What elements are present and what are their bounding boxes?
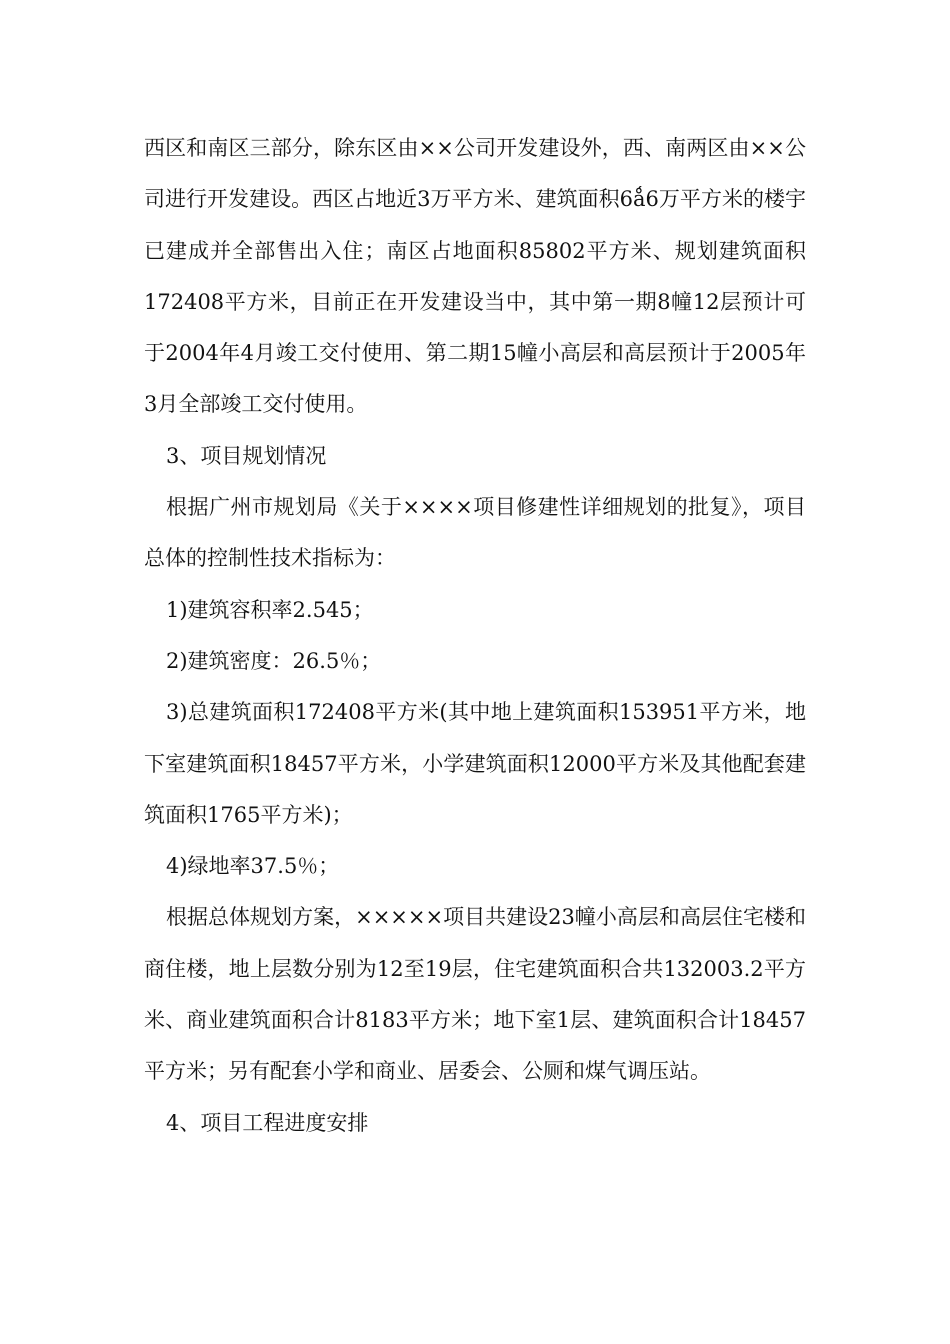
paragraph-planning-approval: 根据广州市规划局《关于××××项目修建性详细规划的批复》，项目总体的控制性技术指标为： [144,495,806,571]
list-item-green-ratio: 4)绿地率37.5％； [166,854,340,879]
paragraph-master-plan: 根据总体规划方案，×××××项目共建设23幢小高层和高层住宅楼和商住楼，地上层数分别为12至19层，住宅建筑面积合共132003.2平方米、商业建筑面积合计8183平方米；地下室1层、建筑面积合计18457平方米；另有配套小学和商业、居委会、公厕和煤气调压站。 [144,905,806,1084]
list-item-total-floor-area: 3)总建筑面积172408平方米(其中地上建筑面积153951平方米，地下室建筑面积18457平方米，小学建筑面积12000平方米及其他配套建筑面积1765平方米)； [144,700,806,827]
section-heading-schedule: 4、项目工程进度安排 [166,1110,369,1135]
document-body [144,123,806,1149]
list-item-plot-ratio: 1)建筑容积率2.545； [166,597,374,622]
section-heading-planning: 3、项目规划情况 [166,443,327,468]
paragraph-project-background: 西区和南区三部分，除东区由××公司开发建设外，西、南两区由××公司进行开发建设。西区占地近3万平方米、建筑面积6ǻ6万平方米的楼宇已建成并全部售出入住；南区占地面积85802平方米、规划建筑面积172408平方米，目前正在开发建设当中，其中第一期8幢12层预计可于2004年4月竣工交付使用、第二期15幢小高层和高层预计于2005年3月全部竣工交付使用。 [144,136,806,417]
list-item-building-density: 2)建筑密度：26.5％； [166,648,382,673]
